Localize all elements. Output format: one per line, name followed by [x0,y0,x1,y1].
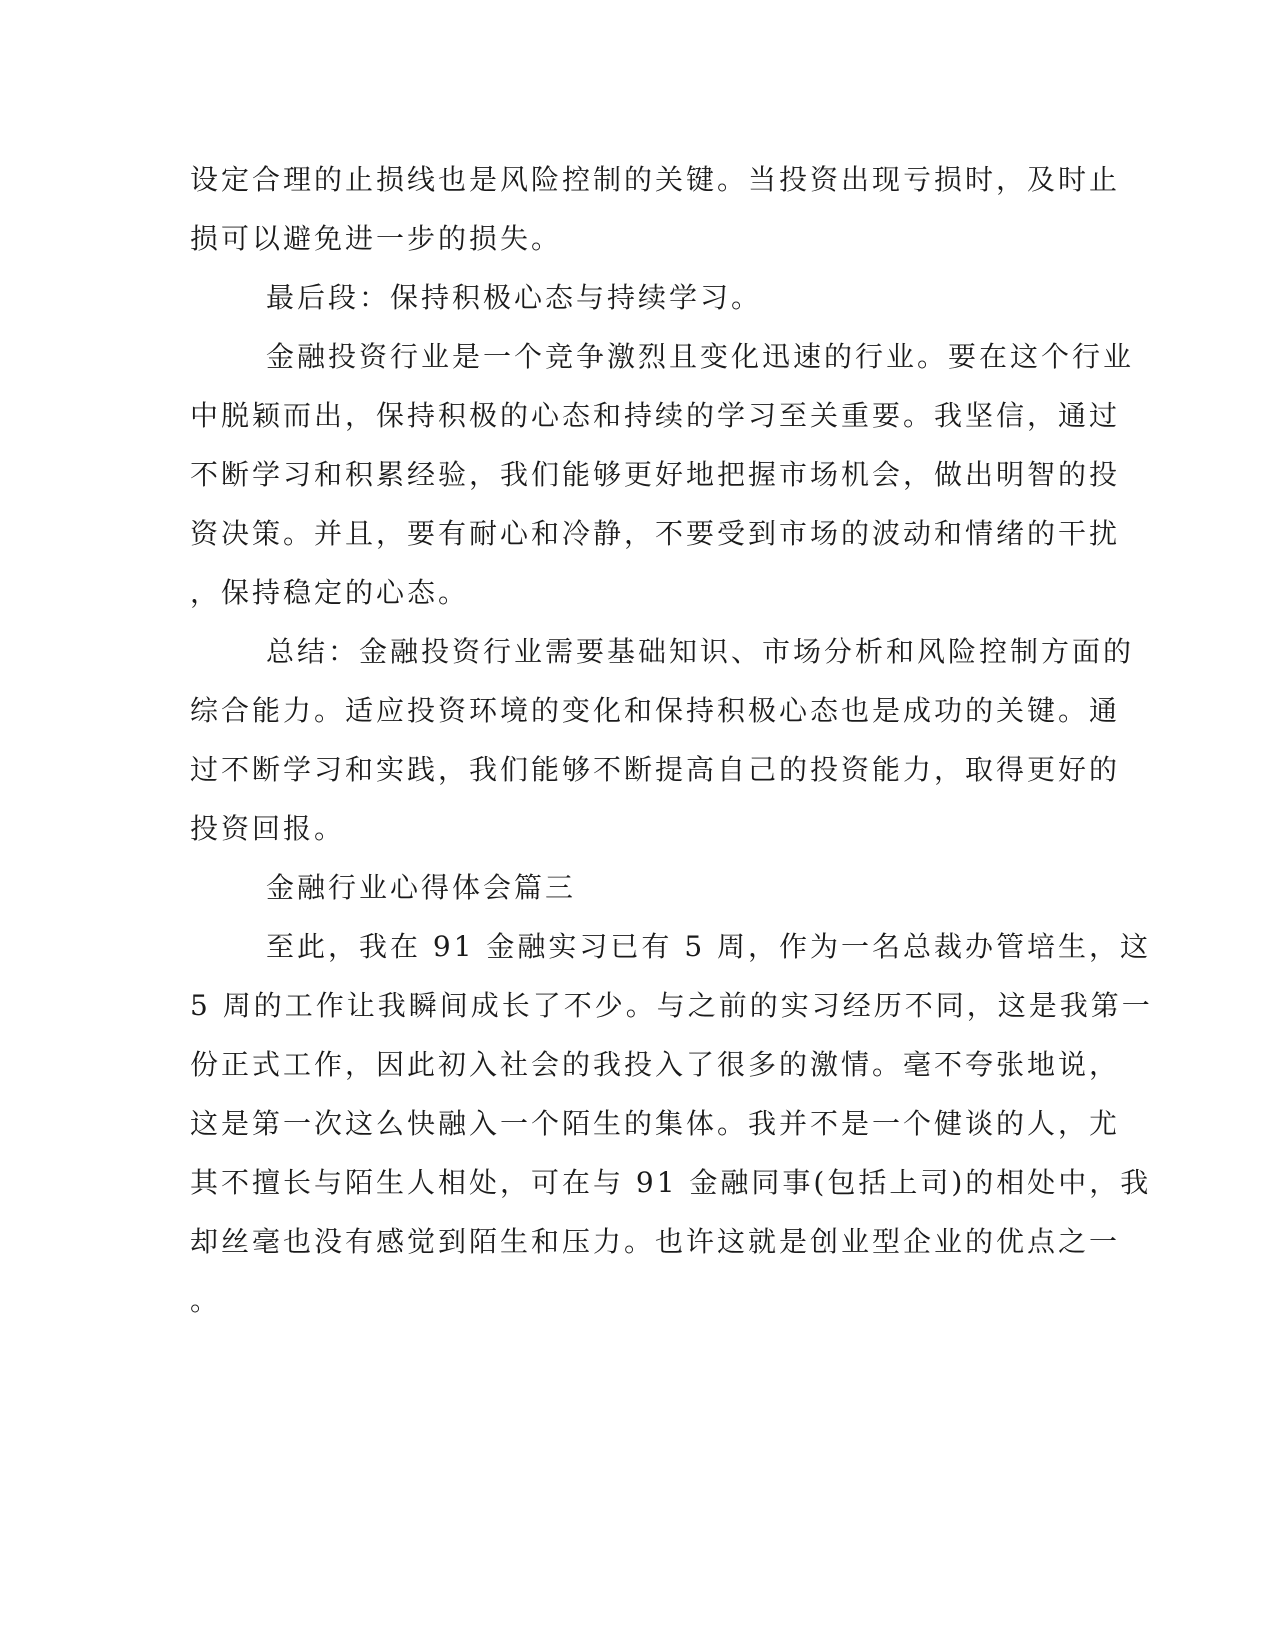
text-line: 。 [190,1284,222,1317]
text-line: 设定合理的止损线也是风险控制的关键。当投资出现亏损时，及时止 [190,163,1121,196]
text-line: 资决策。并且，要有耐心和冷静，不要受到市场的波动和情绪的干扰 [190,517,1121,550]
text-line: 却丝毫也没有感觉到陌生和压力。也许这就是创业型企业的优点之一 [190,1225,1121,1258]
text-line: 总结：金融投资行业需要基础知识、市场分析和风险控制方面的 [266,635,1135,668]
text-line: 不断学习和积累经验，我们能够更好地把握市场机会，做出明智的投 [190,458,1121,491]
text-line: 损可以避免进一步的损失。 [190,222,563,255]
text-line: 中脱颖而出，保持积极的心态和持续的学习至关重要。我坚信，通过 [190,399,1121,432]
text-line: 这是第一次这么快融入一个陌生的集体。我并不是一个健谈的人，尤 [190,1107,1121,1140]
text-line: 至此，我在 91 金融实习已有 5 周，作为一名总裁办管培生，这 [266,930,1152,963]
text-line: 过不断学习和实践，我们能够不断提高自己的投资能力，取得更好的 [190,753,1121,786]
text-line: 金融投资行业是一个竞争激烈且变化迅速的行业。要在这个行业 [266,340,1135,373]
text-line: 5 周的工作让我瞬间成长了不少。与之前的实习经历不同，这是我第一 [190,989,1153,1022]
text-line: 投资回报。 [190,812,346,845]
text-line: ，保持稳定的心态。 [190,576,470,609]
text-line: 其不擅长与陌生人相处，可在与 91 金融同事(包括上司)的相处中，我 [190,1166,1152,1199]
text-line: 份正式工作，因此初入社会的我投入了很多的激情。毫不夸张地说， [190,1048,1121,1081]
text-line: 综合能力。适应投资环境的变化和保持积极心态也是成功的关键。通 [190,694,1121,727]
section-heading: 最后段：保持积极心态与持续学习。 [266,281,763,314]
section-heading: 金融行业心得体会篇三 [266,871,577,904]
